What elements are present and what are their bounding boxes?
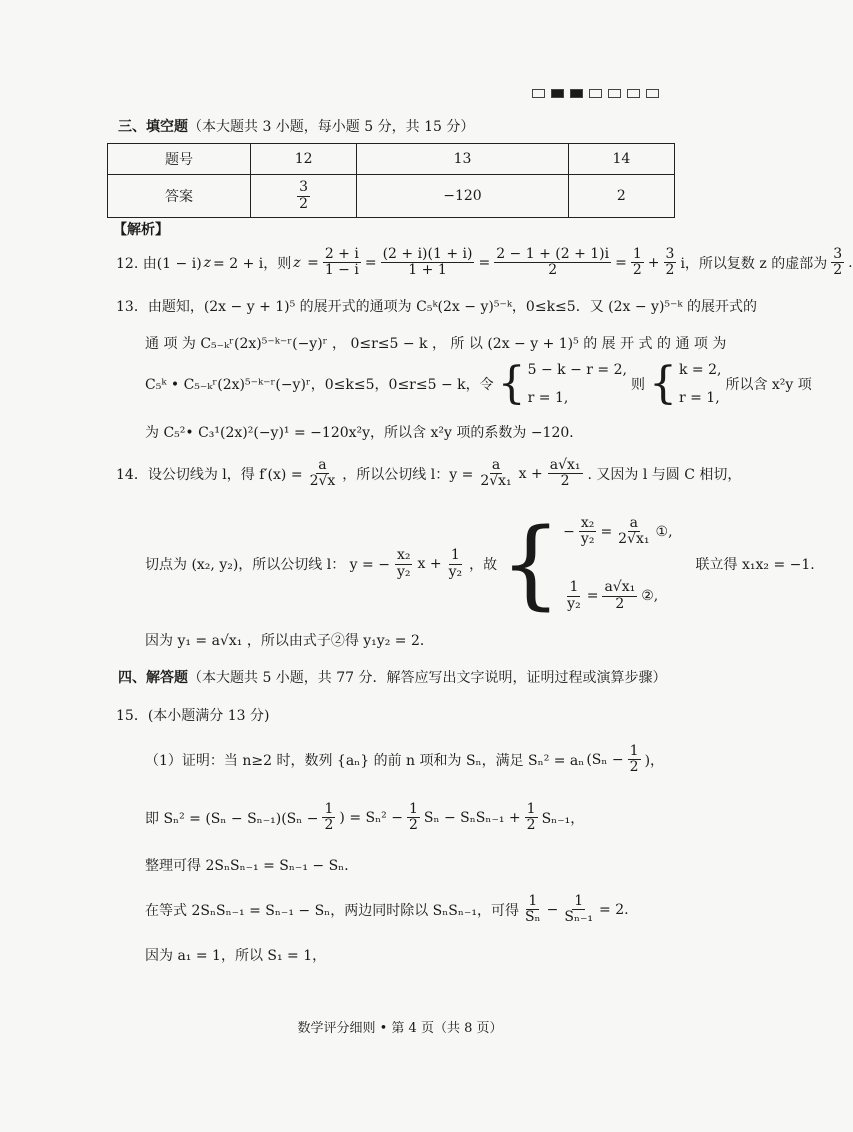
q12-text: i，所以复数 z 的虚部为 [680,255,828,272]
q14-line-2: 切点为 (x₂, y₂)，所以公切线 l： y = − $\frac{\text{x₂}}{\text{y₂}}$ x + $\frac{1}{\text{y₂}}$ ，故 { − $\frac{\text{x₂}}{\text{y₂}}$ = $\frac{a}{\text{2√x₁}}$ ①, $\frac{1}{\text{y₂}}$ = $\frac{\text{a√x₁}}{2}$ ②, 联立得 x₁x₂ = −1. [145,508,815,620]
q15-para-1: （1）证明：当 n≥2 时，数列 {aₙ} 的前 n 项和为 Sₙ，满足 Sₙ² = aₙ (Sₙ − $\frac{1}{2}$ )， [145,743,665,776]
q14-system: { − $\frac{\text{x₂}}{\text{y₂}}$ = $\frac{a}{\text{2√x₁}}$ ①, $\frac{1}{\text{y₂}}$ = $\frac{\text{a√x₁}}{2}$ ②, [500,508,673,620]
page-footer: 数学评分细则 • 第 4 页（共 8 页） [297,1021,503,1036]
q13-text: 则 [630,377,645,393]
answer-12-denominator: 2 [299,195,309,212]
q13-line-3 [145,358,812,409]
indicator-square [608,89,621,98]
indicator-square [646,89,659,98]
q12-answer-fraction: $\frac{3}{2}$ [833,246,843,279]
q12-fraction: $\frac{(2 + i)(1 + i)}{1 + 1}$ [382,246,473,279]
section4-title: 四、解答题 [118,670,188,686]
q13-system-2: { k = 2, r = 1, [648,358,722,409]
indicator-square [532,89,545,98]
q15-para-4: 在等式 2SₙSₙ₋₁ = Sₙ₋₁ − Sₙ，两边同时除以 SₙSₙ₋₁，可得 $\frac{1}{\text{Sₙ}}$ − $\frac{1}{\text{Sₙ₋₁}}$ = 2. [145,893,629,926]
answer-12 [251,175,357,218]
q12-solution: 12. 由(1 − i) z = 2 + i，则 z = $\frac{2 + i}{1 - i}$ = $\frac{(2 + i)(1 + i)}{1 + 1}$ = $\frac{2 - 1 + (2 + 1)i}{2}$ = $\frac{1}{2}$ + $\frac{3}{2}$ i，所以复数 z 的虚部为 $\frac{3}{2}$ . [116,246,853,279]
q13-text: 所以含 x²y 项 [725,377,812,393]
left-brace-icon: { [497,358,526,409]
q15-heading: 15．(本小题满分 13 分) [116,708,270,724]
q12-fraction: $\frac{2 - 1 + (2 + 1)i}{2}$ [496,246,610,279]
answer-table-header-row [108,144,675,175]
q15-para-3: 整理可得 2SₙSₙ₋₁ = Sₙ₋₁ − Sₙ． [145,858,359,874]
q12-var-z: z [293,254,301,271]
answer-14: 2 [568,175,674,218]
answer-table-answer-row [108,175,675,218]
q14-line-3: 因为 y₁ = a√x₁ ，所以由式子②得 y₁y₂ = 2． [145,633,434,649]
q13-text: C₅ᵏ • C₅₋ₖʳ(2x)⁵⁻ᵏ⁻ʳ(−y)ʳ，0≤k≤5，0≤r≤5 − k，令 [145,377,494,393]
analysis-label: 【解析】 [113,222,169,238]
section3-note: （本大题共 3 小题，每小题 5 分，共 15 分） [188,119,475,135]
table-label-question-number: 题号 [108,144,251,175]
indicator-square-filled [570,89,583,98]
table-col-13: 13 [357,144,568,175]
indicator-square-filled [551,89,564,98]
table-label-answer: 答案 [108,175,251,218]
left-brace-icon: { [500,508,562,620]
section4-note: （本大题共 5 小题，共 77 分．解答应写出文字说明，证明过程或演算步骤） [188,670,667,686]
q12-text: = 2 + i，则 [213,255,292,272]
q13-line-2: 通 项 为 C₅₋ₖʳ(2x)⁵⁻ᵏ⁻ʳ(−y)ʳ ， 0≤r≤5 − k ， 所 以 (2x − y + 1)⁵ 的 展 开 式 的 通 项 为 [145,336,727,352]
q15-para-2: 即 Sₙ² = (Sₙ − Sₙ₋₁)(Sₙ − $\frac{1}{2}$ ) = Sₙ² − $\frac{1}{2}$ Sₙ − SₙSₙ₋₁ + $\frac{1}{2}$ Sₙ₋₁， [145,801,585,834]
q12-fraction: $\frac{1}{2}$ [632,246,642,279]
section4-heading [118,667,667,687]
indicator-square [589,89,602,98]
q13-line-1: 13．由题知，(2x − y + 1)⁵ 的展开式的通项为 C₅ᵏ(2x − y)⁵⁻ᵏ，0≤k≤5．又 (2x − y)⁵⁻ᵏ 的展开式的 [116,299,757,315]
answer-13: −120 [357,175,568,218]
q15-para-5: 因为 a₁ = 1，所以 S₁ = 1， [145,948,327,964]
answer-12-numerator: 3 [299,179,309,196]
section3-heading [118,116,474,136]
left-brace-icon: { [648,358,677,409]
q12-fraction: $\frac{3}{2}$ [665,246,675,279]
q13-line-4: 为 C₅²• C₃¹(2x)²(−y)¹ = −120x²y，所以含 x²y 项的系数为 −120． [145,425,584,441]
page-indicator [532,89,659,98]
table-col-14: 14 [568,144,674,175]
q12-text: 12. 由(1 − i) [116,255,202,272]
q13-system-1: { 5 − k − r = 2, r = 1, [497,358,627,409]
answer-table [107,143,675,218]
table-col-12: 12 [251,144,357,175]
indicator-square [627,89,640,98]
q12-fraction: $\frac{2 + i}{1 - i}$ [324,246,359,279]
q14-line-1: 14．设公切线为 l，得 f′(x) = $\frac{a}{2√x}$ ，所以公切线 l：y = $\frac{a}{\text{2√x₁}}$ x + $\frac{\text{a√x₁}}{2}$ . 又因为 l 与圆 C 相切， [116,457,742,490]
section3-title: 三、填空题 [118,119,188,135]
q12-var-z: z [203,254,212,271]
